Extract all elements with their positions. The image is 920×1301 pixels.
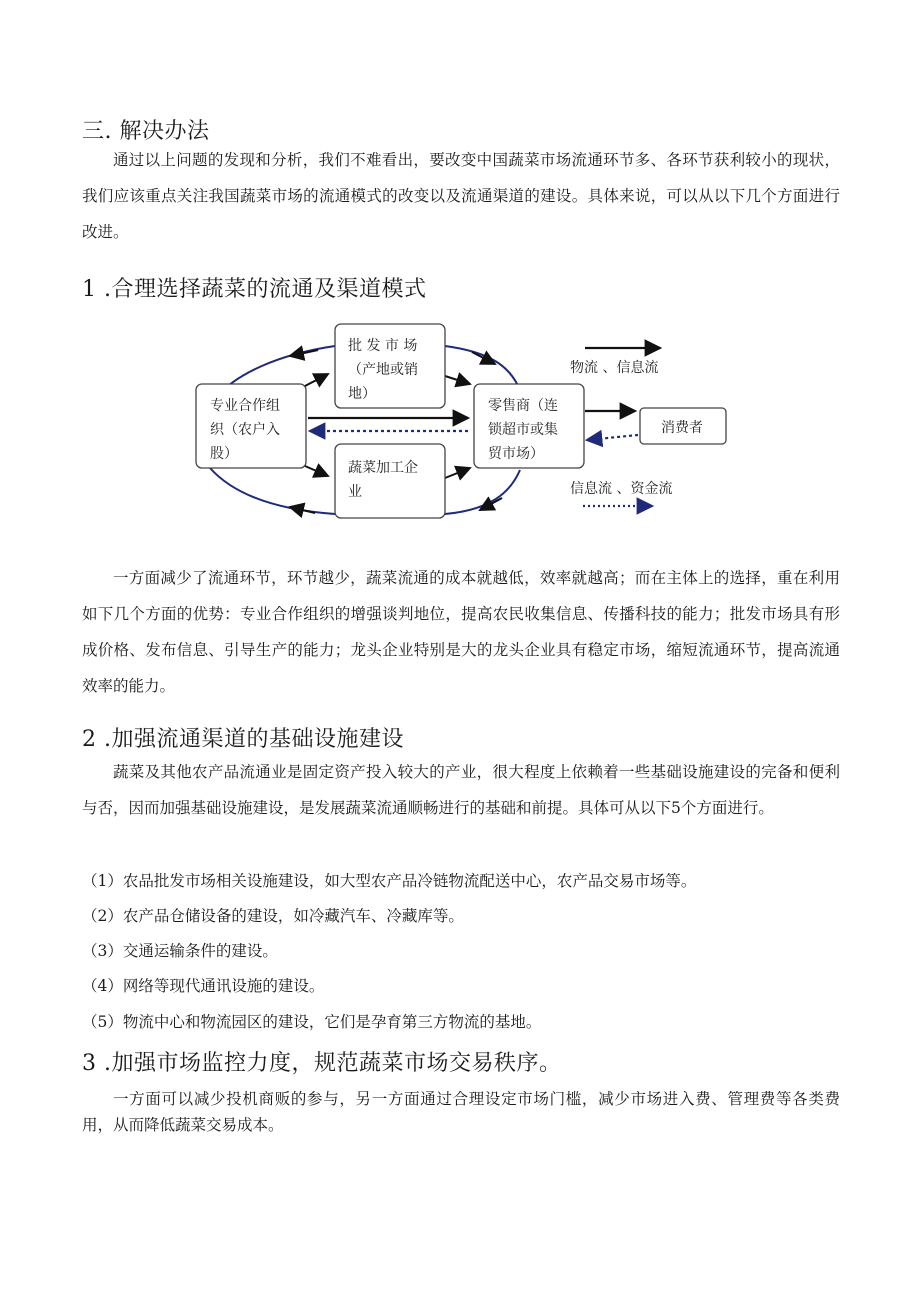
svg-text:业: 业 <box>348 484 362 500</box>
box-retailer <box>474 384 584 468</box>
paragraph-3: 一方面可以减少投机商贩的参与，另一方面通过合理设定市场门槛，减少市场进入费、管理费等各类费用，从而降低蔬菜交易成本。 <box>82 1090 840 1134</box>
list-item: （4）网络等现代通讯设施的建设。 <box>82 977 325 995</box>
list-item: （3）交通运输条件的建设。 <box>82 942 278 960</box>
paragraph-2: 蔬菜及其他农产品流通业是固定资产投入较大的产业，很大程度上依赖着一些基础设施建设的完备和便利与否，因而加强基础设施建设，是发展蔬菜流通顺畅进行的基础和前提。具体可从以下5个方面进行。 <box>82 763 840 817</box>
svg-text:织（农户入: 织（农户入 <box>210 422 280 438</box>
list-item: （2）农产品仓储设备的建设，如冷藏汽车、冷藏库等。 <box>82 907 464 925</box>
box-cooperative <box>196 384 306 468</box>
svg-text:物流 、信息流: 物流 、信息流 <box>570 360 659 376</box>
svg-text:零售商（连: 零售商（连 <box>488 398 558 414</box>
subsection-1-title: 1 .合理选择蔬菜的流通及渠道模式 <box>82 277 427 302</box>
box-wholesale-market <box>335 324 445 408</box>
legend-logistics <box>570 348 660 376</box>
distribution-channel-diagram <box>190 318 735 523</box>
list-item: （1）农品批发市场相关设施建设，如大型农产品冷链物流配送中心，农产品交易市场等。 <box>82 872 697 890</box>
svg-text:消费者: 消费者 <box>661 420 703 436</box>
svg-text:股）: 股） <box>210 446 238 462</box>
svg-text:贸市场）: 贸市场） <box>488 446 544 462</box>
box-consumer <box>640 408 726 444</box>
svg-text:地）: 地） <box>348 386 376 402</box>
svg-text:锁超市或集: 锁超市或集 <box>488 422 558 438</box>
intro-paragraph: 通过以上问题的发现和分析，我们不难看出，要改变中国蔬菜市场流通环节多、各环节获利较小的现状，我们应该重点关注我国蔬菜市场的流通模式的改变以及流通渠道的建设。具体来说，可以从以下几个方面进行改进。 <box>82 151 840 241</box>
svg-text:批 发 市 场: 批 发 市 场 <box>348 338 418 354</box>
subsection-3-title: 3 .加强市场监控力度，规范蔬菜市场交易秩序。 <box>82 1051 562 1076</box>
svg-text:（产地或销: （产地或销 <box>348 362 418 378</box>
box-processing-enterprise <box>335 444 445 518</box>
svg-text:信息流 、资金流: 信息流 、资金流 <box>570 481 673 497</box>
svg-text:蔬菜加工企: 蔬菜加工企 <box>348 460 418 476</box>
subsection-2-title: 2 .加强流通渠道的基础设施建设 <box>82 727 404 752</box>
paragraph-1: 一方面减少了流通环节，环节越少，蔬菜流通的成本就越低，效率就越高；而在主体上的选择，重在利用如下几个方面的优势：专业合作组织的增强谈判地位，提高农民收集信息、传播科技的能力；批发市场具有形成价格、发布信息、引导生产的能力；龙头企业特别是大的龙头企业具有稳定市场，缩短流通环节，提高流通效率的能力。 <box>82 569 840 695</box>
section-title: 三. 解决办法 <box>82 119 210 144</box>
legend-capital <box>570 480 672 506</box>
svg-text:专业合作组: 专业合作组 <box>210 398 280 414</box>
list-item: （5）物流中心和物流园区的建设，它们是孕育第三方物流的基地。 <box>82 1013 542 1031</box>
